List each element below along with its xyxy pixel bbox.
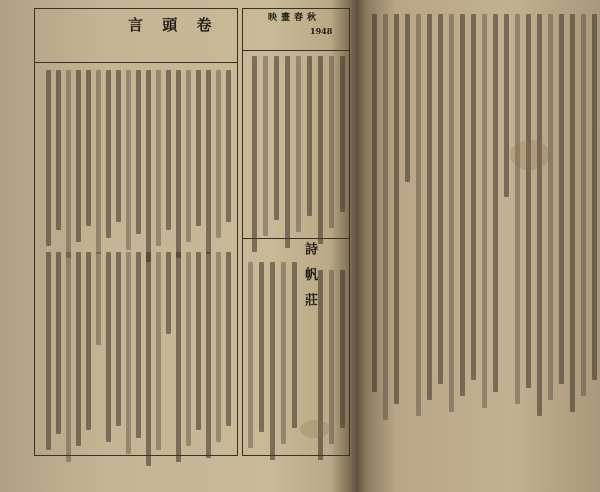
text-column	[156, 70, 161, 246]
text-column	[86, 70, 91, 226]
text-column	[318, 56, 323, 244]
text-column	[281, 262, 286, 444]
text-column	[76, 252, 81, 446]
text-column	[307, 56, 312, 216]
text-column	[372, 14, 377, 392]
paper-stain	[300, 420, 330, 438]
text-column	[504, 14, 509, 197]
text-column	[216, 252, 221, 442]
text-column	[416, 14, 421, 416]
text-column	[216, 70, 221, 238]
text-column	[526, 14, 531, 388]
text-column	[329, 270, 334, 444]
text-column	[449, 14, 454, 412]
text-column	[438, 14, 443, 384]
text-column	[66, 70, 71, 258]
text-column	[383, 14, 388, 420]
text-column	[405, 14, 410, 182]
text-column	[329, 56, 334, 228]
text-column	[285, 56, 290, 248]
text-column	[252, 56, 257, 252]
text-column	[156, 252, 161, 450]
text-column	[136, 70, 141, 234]
text-column	[296, 56, 301, 232]
text-column	[226, 70, 231, 222]
text-column	[96, 70, 101, 254]
right-page	[360, 0, 600, 492]
text-column	[482, 14, 487, 408]
contents-header-rule	[242, 50, 350, 51]
text-column	[292, 262, 297, 428]
text-column	[176, 70, 181, 258]
text-column	[146, 252, 151, 466]
text-column	[56, 70, 61, 230]
text-column	[581, 14, 586, 396]
text-column	[196, 252, 201, 430]
paper-stain	[510, 140, 550, 170]
text-column	[226, 252, 231, 426]
text-column	[206, 252, 211, 458]
text-column	[196, 70, 201, 226]
text-column	[166, 70, 171, 230]
text-column	[176, 252, 181, 462]
text-column	[106, 70, 111, 238]
text-column	[186, 70, 191, 242]
text-column	[493, 14, 498, 392]
text-column	[537, 14, 542, 416]
poetry-heading: 詩 帆 莊	[302, 242, 317, 311]
text-column	[394, 14, 399, 404]
text-column	[186, 252, 191, 446]
text-column	[270, 262, 275, 460]
text-column	[427, 14, 432, 400]
text-column	[340, 270, 345, 428]
text-column	[116, 252, 121, 426]
text-column	[66, 252, 71, 462]
text-column	[248, 262, 253, 448]
text-column	[166, 252, 171, 334]
text-column	[116, 70, 121, 222]
text-column	[206, 70, 211, 254]
text-column	[471, 14, 476, 380]
text-column	[76, 70, 81, 242]
text-column	[56, 252, 61, 434]
contents-year: 1948	[310, 26, 333, 36]
text-column	[96, 252, 101, 345]
text-column	[570, 14, 575, 412]
contents-series-label: 映畫春秋	[268, 13, 321, 23]
text-column	[46, 70, 51, 246]
text-column	[274, 56, 279, 220]
text-column	[592, 14, 597, 380]
text-column	[146, 70, 151, 262]
text-column	[126, 70, 131, 250]
text-column	[259, 262, 264, 432]
text-column	[515, 14, 520, 404]
text-column	[548, 14, 553, 400]
text-column	[559, 14, 564, 384]
text-column	[263, 56, 268, 236]
text-column	[136, 252, 141, 438]
text-column	[340, 56, 345, 212]
text-column	[106, 252, 111, 442]
contents-divider	[242, 238, 350, 239]
text-column	[46, 252, 51, 450]
editorial-heading-rule	[34, 62, 238, 63]
text-column	[460, 14, 465, 396]
editorial-heading: 言 頭 卷	[128, 16, 219, 34]
text-column	[126, 252, 131, 454]
text-column	[86, 252, 91, 430]
